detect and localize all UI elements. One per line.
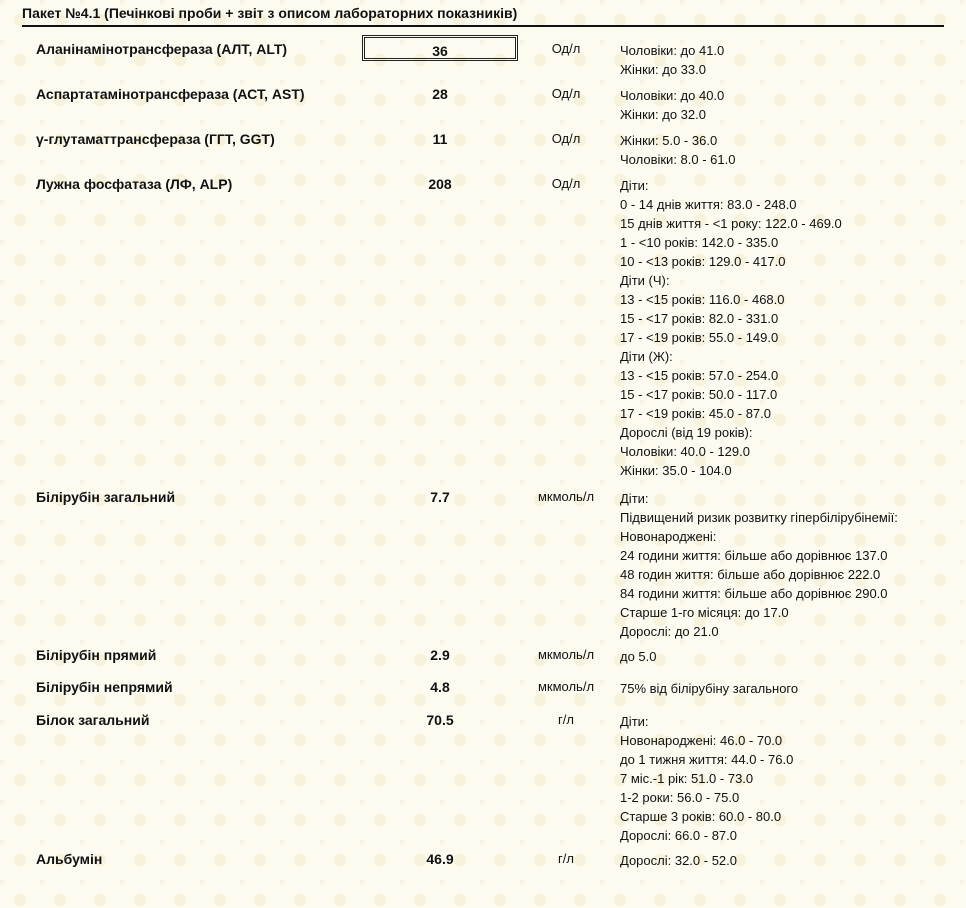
- reference-range: [620, 679, 798, 698]
- test-name: Білірубін загальний: [36, 489, 176, 505]
- reference-line: Дорослі: 32.0 - 52.0: [620, 853, 737, 868]
- reference-line: 84 години життя: більше або дорівнює 290.0: [620, 586, 888, 601]
- test-name: Білок загальний: [36, 712, 150, 728]
- reference-line: Діти:: [620, 491, 649, 506]
- reference-line: 13 - <15 років: 57.0 - 254.0: [620, 368, 779, 383]
- test-unit: мкмоль/л: [537, 489, 595, 504]
- reference-line: Старше 1-го місяця: до 17.0: [620, 605, 789, 620]
- test-unit: Од/л: [551, 86, 581, 101]
- reference-line: 7 міс.-1 рік: 51.0 - 73.0: [620, 771, 754, 786]
- test-name: Аспартатамінотрансфераза (АСТ, AST): [36, 86, 305, 102]
- reference-line: Новонароджені:: [620, 529, 717, 544]
- reference-line: до 1 тижня життя: 44.0 - 76.0: [620, 752, 794, 767]
- test-name: Білірубін прямий: [36, 647, 157, 663]
- reference-range: [620, 41, 724, 79]
- test-unit: г/л: [558, 851, 574, 866]
- test-value: 4.8: [430, 679, 450, 695]
- test-value: 208: [428, 176, 452, 192]
- title-divider: [22, 25, 944, 27]
- test-value: 2.9: [430, 647, 450, 663]
- reference-line: Дорослі (від 19 років):: [620, 425, 753, 440]
- reference-line: 24 години життя: більше або дорівнює 137.0: [620, 548, 888, 563]
- test-name: Білірубін непрямий: [36, 679, 173, 695]
- reference-line: 0 - 14 днів життя: 83.0 - 248.0: [620, 197, 797, 212]
- test-value: 28: [432, 86, 448, 102]
- reference-line: 15 - <17 років: 50.0 - 117.0: [620, 387, 778, 402]
- test-unit: мкмоль/л: [537, 647, 595, 662]
- reference-line: Чоловіки: до 41.0: [620, 43, 725, 58]
- reference-line: Жінки: до 32.0: [620, 107, 706, 122]
- test-unit: Од/л: [551, 176, 581, 191]
- reference-line: 15 - <17 років: 82.0 - 331.0: [620, 311, 779, 326]
- test-value: 7.7: [430, 489, 450, 505]
- reference-range: [620, 851, 737, 870]
- reference-line: 1-2 роки: 56.0 - 75.0: [620, 790, 740, 805]
- test-unit: г/л: [558, 712, 574, 727]
- test-name: Альбумін: [36, 851, 103, 867]
- test-value: 46.9: [426, 851, 454, 867]
- test-name: γ-глутаматтрансфераза (ГГТ, GGT): [36, 131, 275, 147]
- reference-line: Діти (Ж):: [620, 349, 673, 364]
- reference-range: [620, 647, 657, 666]
- reference-line: 75% від білірубіну загального: [620, 681, 799, 696]
- reference-line: Дорослі: 66.0 - 87.0: [620, 828, 737, 843]
- reference-line: Чоловіки: 40.0 - 129.0: [620, 444, 750, 459]
- reference-range: [620, 712, 793, 845]
- reference-range: [620, 489, 898, 641]
- reference-line: Жінки: 5.0 - 36.0: [620, 133, 718, 148]
- reference-line: 48 годин життя: більше або дорівнює 222.0: [620, 567, 881, 582]
- test-name: Лужна фосфатаза (ЛФ, ALP): [36, 176, 233, 192]
- test-unit: мкмоль/л: [537, 679, 595, 694]
- test-unit: Од/л: [551, 41, 581, 56]
- reference-line: Жінки: 35.0 - 104.0: [620, 463, 732, 478]
- reference-line: 10 - <13 років: 129.0 - 417.0: [620, 254, 786, 269]
- reference-line: 1 - <10 років: 142.0 - 335.0: [620, 235, 779, 250]
- reference-line: 17 - <19 років: 45.0 - 87.0: [620, 406, 771, 421]
- reference-line: 15 днів життя - <1 року: 122.0 - 469.0: [620, 216, 842, 231]
- reference-range: [620, 176, 842, 480]
- report-title: Пакет №4.1 (Печінкові проби + звіт з описом лабораторних показників): [22, 5, 518, 21]
- reference-line: Дорослі: до 21.0: [620, 624, 719, 639]
- reference-line: 17 - <19 років: 55.0 - 149.0: [620, 330, 779, 345]
- reference-line: Діти (Ч):: [620, 273, 670, 288]
- reference-line: Чоловіки: до 40.0: [620, 88, 725, 103]
- test-value: 70.5: [426, 712, 454, 728]
- reference-line: Новонароджені: 46.0 - 70.0: [620, 733, 783, 748]
- reference-line: Діти:: [620, 178, 649, 193]
- reference-range: [620, 131, 735, 169]
- test-unit: Од/л: [551, 131, 581, 146]
- test-value: 11: [432, 131, 448, 147]
- reference-line: Діти:: [620, 714, 649, 729]
- reference-line: Старше 3 років: 60.0 - 80.0: [620, 809, 782, 824]
- reference-line: Жінки: до 33.0: [620, 62, 706, 77]
- reference-range: [620, 86, 724, 124]
- test-value: 36: [362, 35, 518, 61]
- reference-line: Чоловіки: 8.0 - 61.0: [620, 152, 736, 167]
- test-name: Аланінамінотрансфераза (АЛТ, ALT): [36, 41, 288, 57]
- reference-line: 13 - <15 років: 116.0 - 468.0: [620, 292, 785, 307]
- reference-line: до 5.0: [620, 649, 657, 664]
- reference-line: Підвищений ризик розвитку гіпербілірубінемії:: [620, 510, 898, 525]
